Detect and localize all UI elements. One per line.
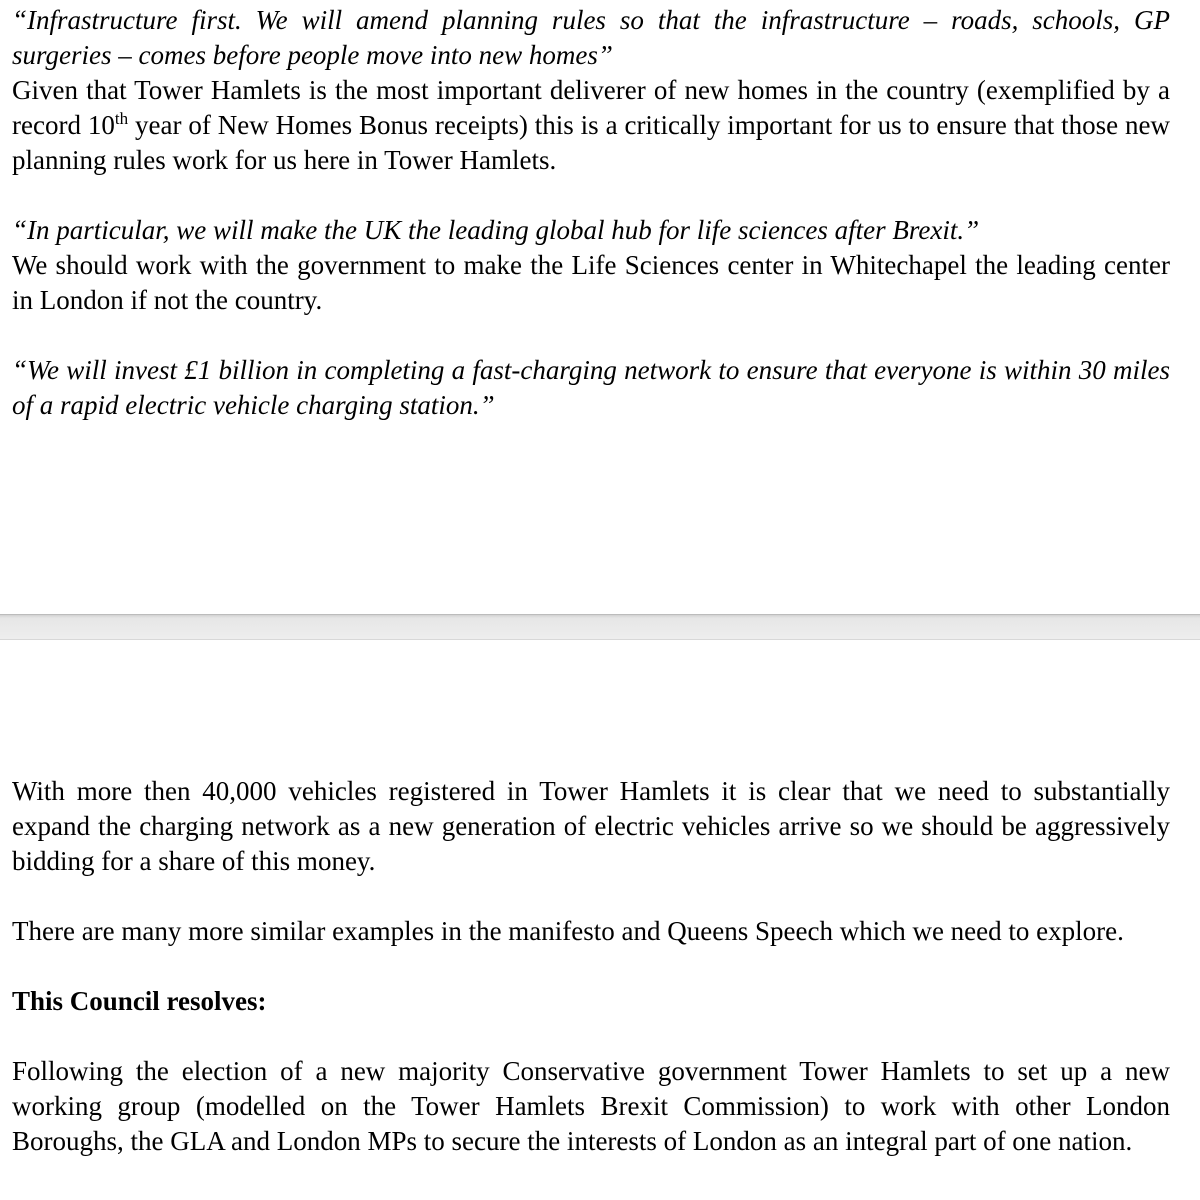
paragraph-new-homes-text-a: Given that Tower Hamlets is the most important deliverer of new homes in the country (exemplified by a record 10 <box>12 75 1170 140</box>
quote-life-sciences: “In particular, we will make the UK the leading global hub for life sciences after Brexit.” <box>12 215 980 245</box>
paragraph-vehicles: With more then 40,000 vehicles registered in Tower Hamlets it is clear that we need to substantially expand the charging network as a new generation of electric vehicles arrive so we should be aggressively bidding for a share of this money. <box>12 776 1170 876</box>
paragraph-life-sciences: We should work with the government to make the Life Sciences center in Whitechapel the leading center in London if not the country. <box>12 250 1170 315</box>
paragraph-new-homes-text-b: year of New Homes Bonus receipts) this is a critically important for us to ensure that those new planning rules work for us here in Tower Hamlets. <box>12 110 1170 175</box>
quote-charging-network: “We will invest £1 billion in completing a fast-charging network to ensure that everyone is within 30 miles of a rapid electric vehicle charging station.” <box>12 355 1170 420</box>
ordinal-superscript: th <box>114 109 129 128</box>
paragraph-more-examples: There are many more similar examples in the manifesto and Queens Speech which we need to explore. <box>12 916 1124 946</box>
paragraph-new-homes <box>12 73 1170 178</box>
heading-council-resolves: This Council resolves: <box>12 986 267 1016</box>
paragraph-resolution: Following the election of a new majority Conservative government Tower Hamlets to set up a new working group (modelled on the Tower Hamlets Brexit Commission) to work with other London Boroughs, the GLA and London MPs to secure the interests of London as an integral part of one nation. <box>12 1056 1170 1156</box>
quote-infrastructure: “Infrastructure first. We will amend planning rules so that the infrastructure – roads, schools, GP surgeries – comes before people move into new homes” <box>12 5 1170 70</box>
document-page-bottom <box>0 640 1200 1200</box>
page-break <box>0 614 1200 640</box>
